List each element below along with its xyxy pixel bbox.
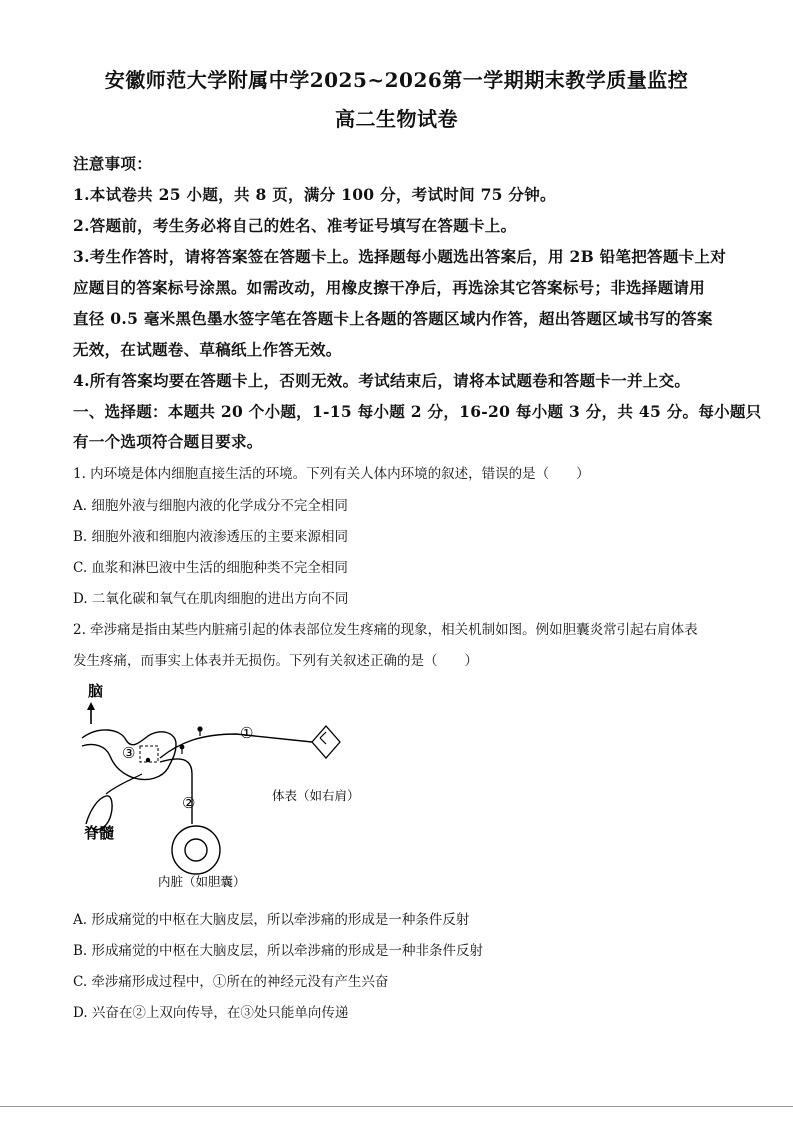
- body-surface-receptor: [312, 726, 340, 758]
- mark-3: ③: [122, 744, 136, 762]
- notes-line: 3.考生作答时，请将答案签在答题卡上。选择题每小题选出答案后，用 2B 铅笔把答题卡上对: [73, 247, 727, 266]
- q2-option-b: B. 形成痛觉的中枢在大脑皮层，所以牵涉痛的形成是一种非条件反射: [73, 943, 484, 959]
- brain-label: 脑: [88, 682, 104, 700]
- spinal-cord-label: 脊髓: [84, 824, 115, 842]
- referred-pain-diagram: [76, 676, 376, 892]
- notes-line: 2.答题前，考生务必将自己的姓名、准考证号填写在答题卡上。: [73, 216, 517, 235]
- notes-heading: 注意事项：: [73, 154, 153, 173]
- section-heading: 一、选择题：本题共 20 个小题，1-15 每小题 2 分，16-20 每小题 3 分，共 45 分。每小题只: [73, 402, 762, 421]
- exam-title: 高二生物试卷: [335, 107, 458, 131]
- mark-2: ②: [182, 794, 196, 812]
- body-surface-label: 体表（如右肩）: [272, 788, 360, 803]
- q1-option-a: A. 细胞外液与细胞内液的化学成分不完全相同: [73, 498, 348, 514]
- notes-line: 应题目的答案标号涂黑。如需改动，用橡皮擦干净后，再选涂其它答案标号；非选择题请用: [73, 278, 706, 297]
- viscera-label: 内脏（如胆囊）: [158, 874, 246, 889]
- notes-line: 4.所有答案均要在答题卡上，否则无效。考试结束后，请将本试题卷和答题卡一并上交。: [73, 371, 691, 390]
- section-heading-cont: 有一个选项符合题目要求。: [73, 432, 263, 451]
- synapse-dot-2: [180, 745, 185, 754]
- up-arrow-icon: [87, 702, 95, 724]
- q2-option-c: C. 牵涉痛形成过程中，①所在的神经元没有产生兴奋: [73, 974, 389, 990]
- mark-1: ①: [240, 724, 254, 742]
- q2-option-a: A. 形成痛觉的中枢在大脑皮层，所以牵涉痛的形成是一种条件反射: [73, 912, 470, 928]
- synapse-dot: [197, 726, 202, 736]
- school-title: 安徽师范大学附属中学2025~2026第一学期期末教学质量监控: [104, 68, 689, 92]
- q1-option-d: D. 二氧化碳和氧气在肌肉细胞的进出方向不同: [73, 591, 349, 607]
- notes-line: 无效，在试题卷、草稿纸上作答无效。: [73, 340, 342, 359]
- q2-stem-cont: 发生疼痛，而事实上体表并无损伤。下列有关叙述正确的是（ ）: [73, 653, 478, 669]
- q1-stem: 1. 内环境是体内细胞直接生活的环境。下列有关人体内环境的叙述，错误的是（ ）: [73, 466, 590, 482]
- spinal-cord-tract: [106, 774, 142, 794]
- page-bottom-rule: [0, 1106, 793, 1107]
- synapse-3-dot: [146, 758, 150, 762]
- nerve-fiber-2: [160, 759, 192, 824]
- q2-option-d: D. 兴奋在②上双向传导，在③处只能单向传递: [73, 1005, 349, 1021]
- q1-option-b: B. 细胞外液和细胞内液渗透压的主要来源相同: [73, 529, 349, 545]
- notes-line: 1.本试卷共 25 小题，共 8 页，满分 100 分，考试时间 75 分钟。: [73, 185, 556, 204]
- q1-option-c: C. 血浆和淋巴液中生活的细胞种类不完全相同: [73, 560, 348, 576]
- viscera-organ: [172, 826, 220, 874]
- q2-stem: 2. 牵涉痛是指由某些内脏痛引起的体表部位发生疼痛的现象，相关机制如图。例如胆囊炎常引起右肩体表: [73, 622, 698, 638]
- notes-line: 直径 0.5 毫米黑色墨水签字笔在答题卡上各题的答题区域内作答，超出答题区域书写的答案: [73, 309, 713, 328]
